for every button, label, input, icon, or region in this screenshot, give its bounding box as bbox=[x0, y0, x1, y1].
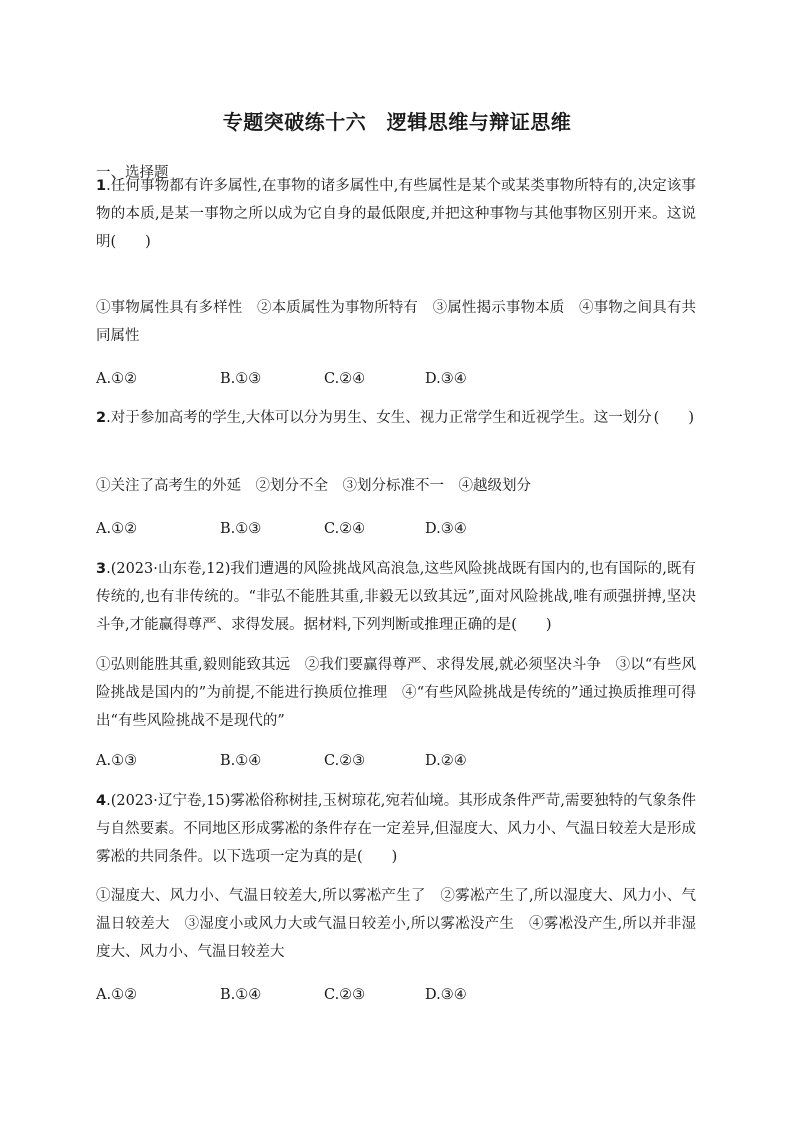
question-4-stem bbox=[96, 787, 696, 871]
answer-bracket: ( ) bbox=[653, 410, 694, 426]
option-d[interactable]: D.②④ bbox=[425, 753, 467, 769]
option-b[interactable]: B.①④ bbox=[220, 987, 262, 1003]
question-text: .任何事物都有许多属性,在事物的诸多属性中,有些属性是某个或某类事物所特有的,决定该事物的本质,是某一事物之所以成为它自身的最低限度,并把这种事物与其他事物区别开来。这说明( ) bbox=[96, 178, 696, 250]
question-1-stem bbox=[96, 172, 696, 256]
question-text: .对于参加高考的学生,大体可以分为男生、女生、视力正常学生和近视学生。这一划分 bbox=[106, 410, 652, 426]
option-b[interactable]: B.①③ bbox=[220, 521, 262, 537]
section-heading: 一、选择题 bbox=[96, 165, 169, 181]
question-2-stem bbox=[96, 404, 696, 432]
option-c[interactable]: C.②③ bbox=[324, 753, 366, 769]
question-2-statements: ①关注了高考生的外延 ②划分不全 ③划分标准不一 ④越级划分 bbox=[96, 478, 531, 494]
option-a[interactable]: A.①② bbox=[96, 371, 138, 387]
option-c[interactable]: C.②④ bbox=[324, 521, 366, 537]
option-d[interactable]: D.③④ bbox=[425, 987, 467, 1003]
question-1-statements: ①事物属性具有多样性 ②本质属性为事物所特有 ③属性揭示事物本质 ④事物之间具有共同属性 bbox=[96, 300, 696, 344]
question-number: 4 bbox=[96, 793, 107, 809]
question-3-statements: ①弘则能胜其重,毅则能致其远 ②我们要赢得尊严、求得发展,就必须坚决斗争 ③以“有些风险挑战是国内的”为前提,不能进行换质位推理 ④“有些风险挑战是传统的”通过换质推理可得出“有些风险挑战不是现代的” bbox=[96, 657, 696, 729]
option-c[interactable]: C.②④ bbox=[324, 371, 366, 387]
question-4-statements: ①湿度大、风力小、气温日较差大,所以雾凇产生了 ②雾凇产生了,所以湿度大、风力小、气温日较差大 ③湿度小或风力大或气温日较差小,所以雾凇没产生 ④雾凇没产生,所以并非湿度大、风力小、气温日较差大 bbox=[96, 888, 696, 960]
option-a[interactable]: A.①② bbox=[96, 521, 138, 537]
question-text: .(2023·山东卷,12)我们遭遇的风险挑战风高浪急,这些风险挑战既有国内的,也有国际的,既有传统的,也有非传统的。“非弘不能胜其重,非毅无以致其远”,面对风险挑战,唯有顽强拼搏,坚决斗争,才能赢得尊严、求得发展。据材料,下列判断或推理正确的是( ) bbox=[96, 561, 696, 633]
option-c[interactable]: C.②③ bbox=[324, 987, 366, 1003]
page-title: 专题突破练十六 逻辑思维与辩证思维 bbox=[222, 110, 572, 134]
option-a[interactable]: A.①② bbox=[96, 987, 138, 1003]
option-b[interactable]: B.①④ bbox=[220, 753, 262, 769]
question-number: 2 bbox=[96, 410, 107, 426]
option-d[interactable]: D.③④ bbox=[425, 521, 467, 537]
option-b[interactable]: B.①③ bbox=[220, 371, 262, 387]
question-number: 3 bbox=[96, 561, 107, 577]
option-d[interactable]: D.③④ bbox=[425, 371, 467, 387]
question-text: .(2023·辽宁卷,15)雾凇俗称树挂,玉树琼花,宛若仙境。其形成条件严苛,需要独特的气象条件与自然要素。不同地区形成雾凇的条件存在一定差异,但湿度大、风力小、气温日较差大是形成雾凇的共同条件。以下选项一定为真的是( ) bbox=[96, 793, 696, 865]
question-3-stem bbox=[96, 555, 696, 639]
question-number: 1 bbox=[96, 178, 107, 194]
option-a[interactable]: A.①③ bbox=[96, 753, 138, 769]
